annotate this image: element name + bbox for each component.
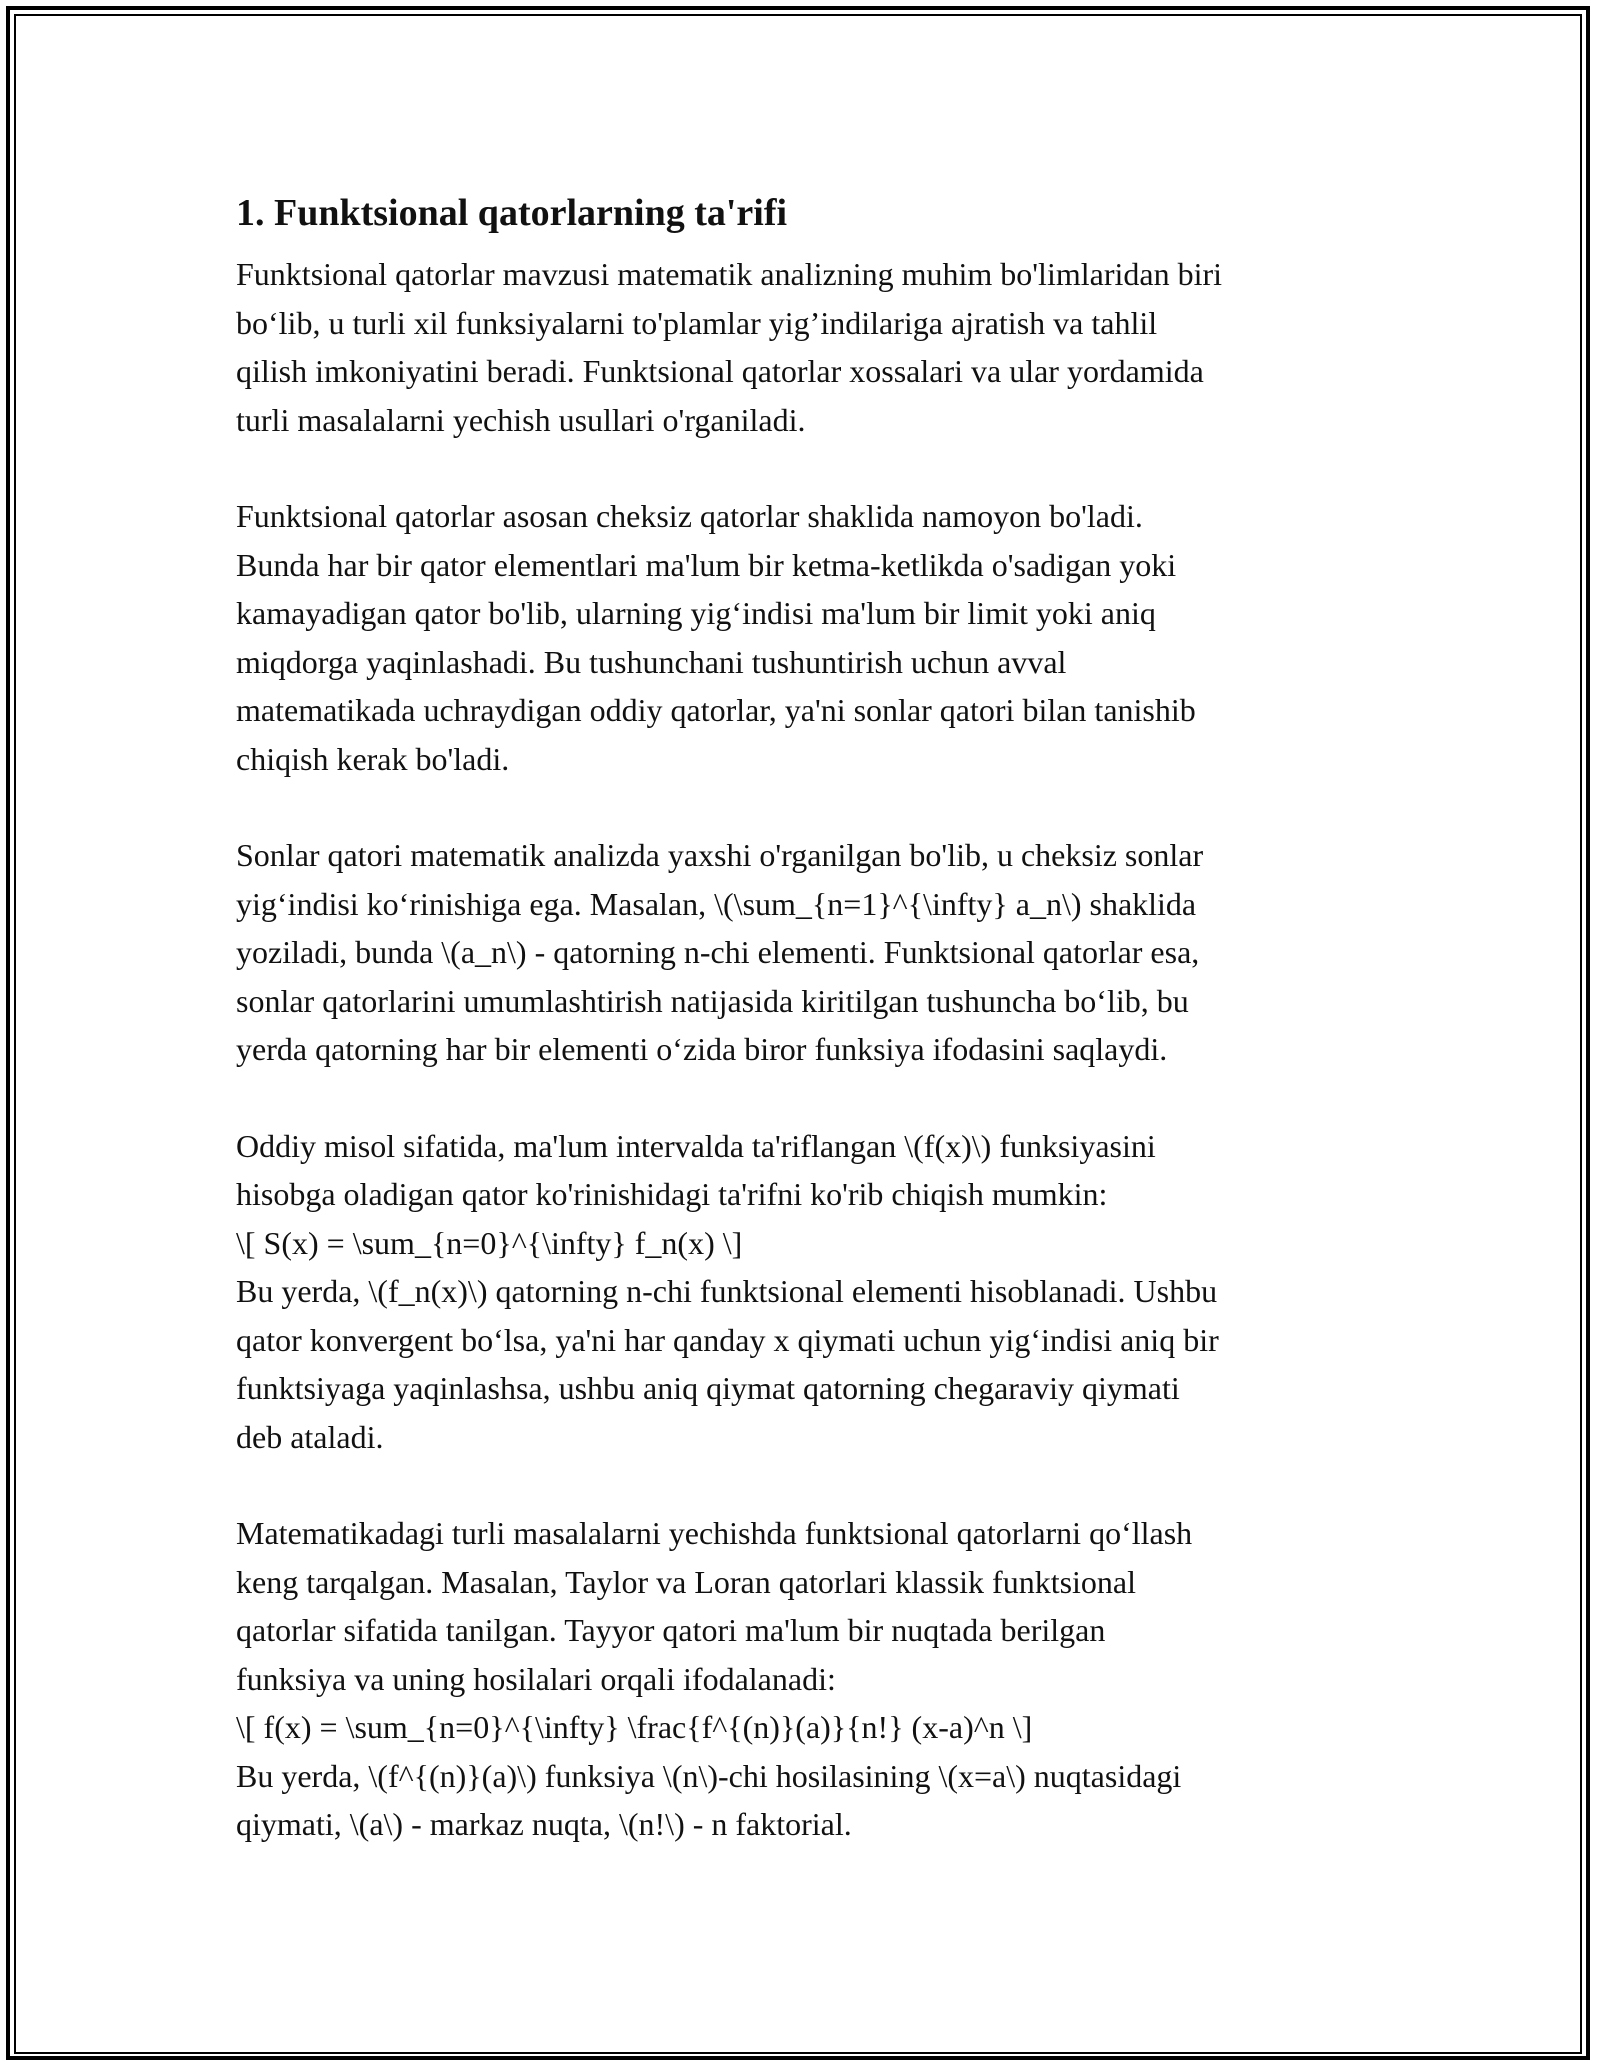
- paragraph-infinite-series: Funktsional qatorlar asosan cheksiz qatorlar shaklida namoyon bo'ladi. Bunda har bir qator elementlari ma'lum bir ketma-ketlikda o'sadigan yoki kamayadigan qator bo'lib, ularning yig‘indisi ma'lum bir limit yoki aniq miqdorga yaqinlashadi. Bu tushunchani tushuntirish uchun avval matematikada uchraydigan oddiy qatorlar, ya'ni sonlar qatori bilan tanishib chiqish kerak bo'ladi.: [236, 498, 1196, 777]
- section-heading: 1. Funktsional qatorlarning ta'rifi: [236, 192, 788, 234]
- paragraph-simple-example: Oddiy misol sifatida, ma'lum intervalda ta'riflangan \(f(x)\) funksiyasini hisobga oladigan qator ko'rinishidagi ta'rifni ko'rib chiqish mumkin: \[ S(x) = \sum_{n=0}^{\infty} f_n(x) \] Bu yerda, \(f_n(x)\) qatorning n-chi funktsional elementi hisoblanadi. Ushbu qator konvergent bo‘lsa, ya'ni har qanday x qiymati uchun yig‘indisi aniq bir funktsiyaga yaqinlashsa, ushbu aniq qiymat qatorning chegaraviy qiymati deb ataladi.: [236, 1127, 1219, 1455]
- paragraph-intro: Funktsional qatorlar mavzusi matematik analizning muhim bo'limlaridan biri bo‘lib, u turli xil funksiyalarni to'plamlar yig’indilariga ajratish va tahlil qilish imkoniyatini beradi. Funktsional qatorlar xossalari va ular yordamida turli masalalarni yechish usullari o'rganiladi.: [236, 256, 1222, 438]
- paragraph-taylor-series: Matematikadagi turli masalalarni yechishda funktsional qatorlarni qo‘llash keng tarqalgan. Masalan, Taylor va Loran qatorlari klassik funktsional qatorlar sifatida tanilgan. Tayyor qatori ma'lum bir nuqtada berilgan funksiya va uning hosilalari orqali ifodalanadi: \[ f(x) = \sum_{n=0}^{\infty} \frac{f^{(n)}(a)}{n!} (x-a)^n \] Bu yerda, \(f^{(n)}(a)\) funksiya \(n\)-chi hosilasining \(x=a\) nuqtasidagi qiymati, \(a\) - markaz nuqta, \(n!\) - n faktorial.: [236, 1515, 1193, 1842]
- paragraph-number-series: Sonlar qatori matematik analizda yaxshi o'rganilgan bo'lib, u cheksiz sonlar yig‘indisi ko‘rinishiga ega. Masalan, \(\sum_{n=1}^{\infty} a_n\) shaklida yoziladi, bunda \(a_n\) - qatorning n-chi elementi. Funktsional qatorlar esa, sonlar qatorlarini umumlashtirish natijasida kiritilgan tushuncha bo‘lib, bu yerda qatorning har bir elementi o‘zida biror funksiya ifodasini saqlaydi.: [236, 837, 1204, 1067]
- document-body: [236, 186, 1376, 1897]
